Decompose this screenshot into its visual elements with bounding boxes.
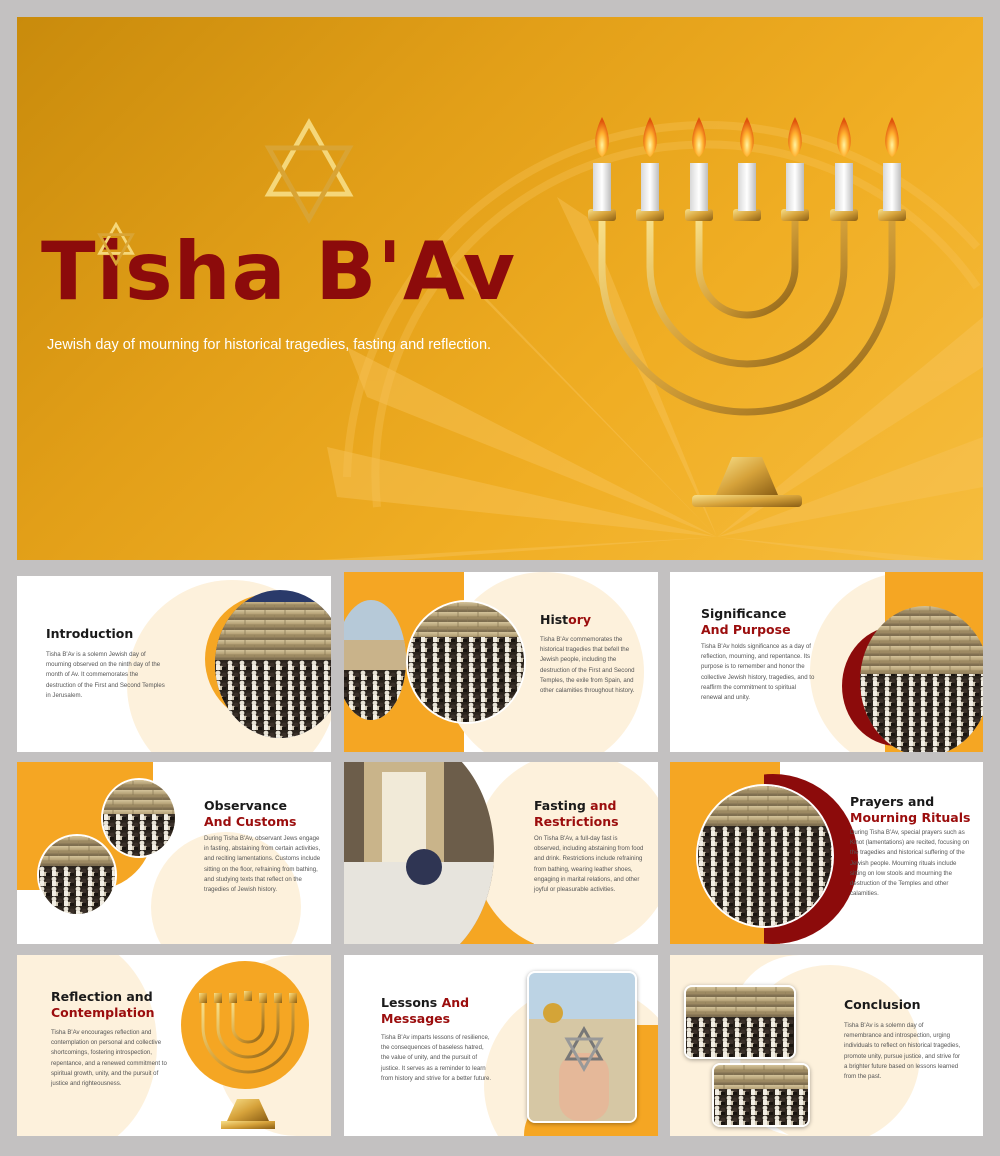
wall-photo-2 xyxy=(712,1063,810,1127)
golden-menorah-icon xyxy=(197,987,299,1131)
slide-title: Significance And Purpose xyxy=(701,606,791,637)
mourning-crowd-photo xyxy=(696,784,834,928)
title-slide[interactable] xyxy=(17,17,983,560)
slide-title: Observance And Customs xyxy=(204,798,297,829)
star-in-hand-photo xyxy=(527,971,637,1123)
torah-reading-photo xyxy=(344,762,494,944)
slide-fasting[interactable] xyxy=(344,762,658,944)
prayer-photo-2 xyxy=(37,834,117,916)
slide-title: Fasting and Restrictions xyxy=(534,798,619,829)
slide-body: Tisha B'Av is a solemn Jewish day of mourning observed on the ninth day of the month of Av. It commemorates the destruction of the First and Second Temples in Jerusalem. xyxy=(46,651,165,699)
slide-observance[interactable] xyxy=(17,762,331,944)
slide-title: Reflection and Contemplation xyxy=(51,989,155,1020)
slide-introduction[interactable] xyxy=(17,576,331,752)
slide-history[interactable] xyxy=(344,572,658,752)
slide-reflection[interactable] xyxy=(17,955,331,1136)
menorah-icon xyxy=(582,97,912,517)
slide-conclusion[interactable] xyxy=(670,955,983,1136)
slide-title: Conclusion xyxy=(844,997,921,1012)
slide-body: On Tisha B'Av, a full-day fast is observed, including abstaining from food and drink. Restrictions include refraining from bathing, wearing leather shoes, engaging in marital relations, and other joyful or pleasurable activities. xyxy=(534,835,644,894)
slide-lessons[interactable] xyxy=(344,955,658,1136)
slide-body: Tisha B'Av encourages reflection and contemplation on personal and collective shortcomings, fostering introspection, repentance, and a renewed commitment to spiritual growth, unity, and the pursuit of justice and righteousness. xyxy=(51,1029,167,1088)
small-star-icon xyxy=(96,222,136,266)
slide-title: History xyxy=(540,612,592,627)
wall-photo-1 xyxy=(684,985,796,1059)
hero-subtitle: Jewish day of mourning for historical tragedies, fasting and reflection. xyxy=(47,337,492,353)
slide-significance[interactable] xyxy=(670,572,983,752)
hero-title: Tisha B'Av xyxy=(41,225,517,318)
star-of-david-icon xyxy=(261,117,357,225)
wall-worshippers-photo xyxy=(860,606,983,752)
slide-body: Tisha B'Av imparts lessons of resilience, the consequences of baseless hatred, the value of unity, and the pursuit of justice. It serves as a reminder to learn from history and strive for a better future. xyxy=(381,1034,492,1082)
slide-body: During Tisha B'Av, observant Jews engage in fasting, abstaining from certain activities, and reciting lamentations. Customs include sitting on the floor, refraining from bathing, and studying texts that reflect on the tragedies of Jewish history. xyxy=(204,835,321,894)
slide-title: Prayers and Mourning Rituals xyxy=(850,794,971,825)
slide-body: Tisha B'Av commemorates the historical tragedies that befell the Jewish people, including the destruction of the First and Second Temples, the exile from Spain, and other calamities throughout history. xyxy=(540,636,635,695)
slide-prayers[interactable] xyxy=(670,762,983,944)
slide-body: Tisha B'Av holds significance as a day of reflection, mourning, and repentance. Its purpose is to remember and honor the collective Jewish history, tragedies, and to reaffirm the commitment to spiritual renewal and unity. xyxy=(701,643,815,702)
prayer-crowd-photo xyxy=(406,600,526,724)
slide-title: Introduction xyxy=(46,626,134,641)
slide-body: Tisha B'Av is a solemn day of remembrance and introspection, urging individuals to reflect on historical tragedies, promote unity, pursue justice, and strive for a brighter future based on lessons learned from the past. xyxy=(844,1022,961,1081)
slide-body: During Tisha B'Av, special prayers such as Kinot (lamentations) are recited, focusing on the tragedies and historical suffering of the Jewish people. Mourning rituals include sitting on low stools and mourning the destruction of the Temples and other calamities. xyxy=(850,829,970,898)
slide-title: Lessons And Messages xyxy=(381,995,470,1026)
prayer-photo-1 xyxy=(101,778,177,858)
